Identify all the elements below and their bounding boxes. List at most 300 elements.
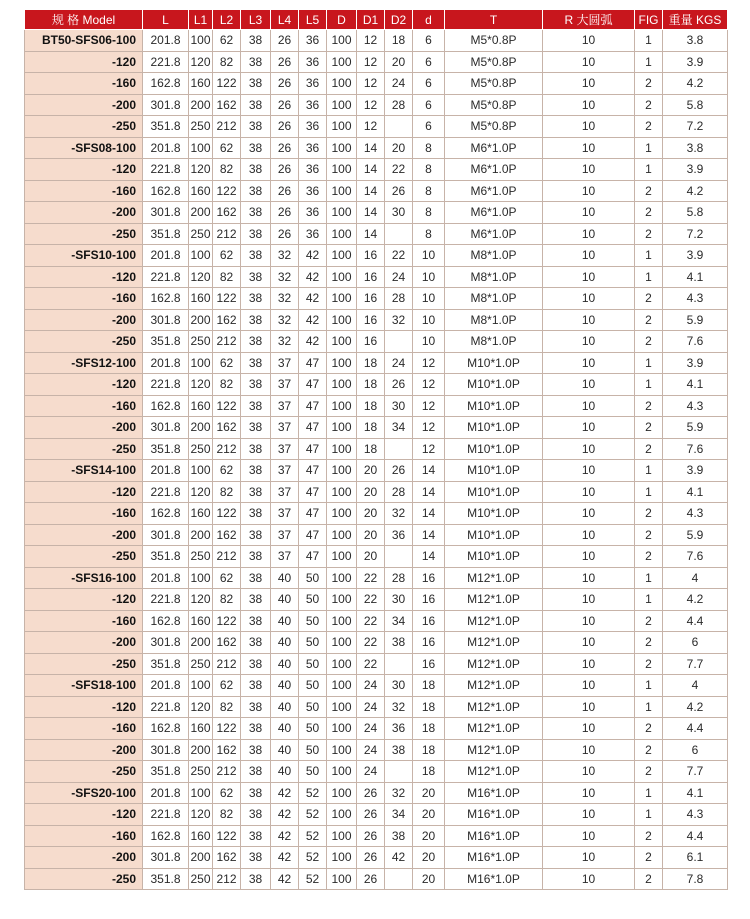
l3-cell: 38 (241, 868, 271, 890)
table-body (25, 30, 728, 890)
small-d-cell: 10 (413, 309, 445, 331)
l2-cell: 212 (213, 331, 241, 353)
l5-cell: 36 (299, 116, 327, 138)
d-cell: 100 (327, 675, 357, 697)
radius-cell: 10 (543, 632, 635, 654)
l2-cell: 62 (213, 460, 241, 482)
l4-cell: 40 (271, 567, 299, 589)
l1-cell: 200 (189, 739, 213, 761)
small-d-cell: 12 (413, 395, 445, 417)
l1-cell: 120 (189, 51, 213, 73)
l2-cell: 62 (213, 675, 241, 697)
d2-cell: 20 (385, 51, 413, 73)
table-row (25, 309, 728, 331)
table-row (25, 116, 728, 138)
weight-cell: 4.1 (663, 481, 728, 503)
d2-cell: 24 (385, 352, 413, 374)
l1-cell: 100 (189, 30, 213, 52)
table-row (25, 610, 728, 632)
l2-cell: 62 (213, 30, 241, 52)
table-row (25, 825, 728, 847)
l3-cell: 38 (241, 331, 271, 353)
l4-cell: 26 (271, 73, 299, 95)
header-d: D (327, 10, 357, 30)
table-row (25, 653, 728, 675)
l-cell: 301.8 (143, 417, 189, 439)
d2-cell: 38 (385, 632, 413, 654)
l-cell: 221.8 (143, 266, 189, 288)
thread-cell: M12*1.0P (445, 761, 543, 783)
d1-cell: 16 (357, 266, 385, 288)
l5-cell: 52 (299, 804, 327, 826)
table-row (25, 395, 728, 417)
l1-cell: 160 (189, 395, 213, 417)
d1-cell: 22 (357, 653, 385, 675)
header-thread: T (445, 10, 543, 30)
l-cell: 201.8 (143, 460, 189, 482)
fig-cell: 1 (635, 30, 663, 52)
d2-cell: 28 (385, 567, 413, 589)
fig-cell: 2 (635, 761, 663, 783)
header-row (25, 10, 728, 30)
l5-cell: 50 (299, 761, 327, 783)
weight-cell: 4.2 (663, 696, 728, 718)
l3-cell: 38 (241, 589, 271, 611)
l3-cell: 38 (241, 94, 271, 116)
thread-cell: M10*1.0P (445, 546, 543, 568)
weight-cell: 4.3 (663, 503, 728, 525)
weight-cell: 7.7 (663, 761, 728, 783)
d-cell: 100 (327, 245, 357, 267)
thread-cell: M6*1.0P (445, 159, 543, 181)
d-cell: 100 (327, 180, 357, 202)
l3-cell: 38 (241, 51, 271, 73)
model-cell: -200 (25, 309, 143, 331)
model-cell: -120 (25, 159, 143, 181)
l3-cell: 38 (241, 696, 271, 718)
radius-cell: 10 (543, 610, 635, 632)
l4-cell: 40 (271, 739, 299, 761)
fig-cell: 1 (635, 266, 663, 288)
radius-cell: 10 (543, 266, 635, 288)
l-cell: 201.8 (143, 137, 189, 159)
table-row (25, 159, 728, 181)
model-cell: -120 (25, 589, 143, 611)
d2-cell: 42 (385, 847, 413, 869)
weight-cell: 4.2 (663, 180, 728, 202)
model-cell: -200 (25, 417, 143, 439)
fig-cell: 2 (635, 610, 663, 632)
table-row (25, 331, 728, 353)
l-cell: 162.8 (143, 180, 189, 202)
d1-cell: 22 (357, 567, 385, 589)
thread-cell: M6*1.0P (445, 202, 543, 224)
l5-cell: 50 (299, 718, 327, 740)
table-row (25, 266, 728, 288)
table-row (25, 288, 728, 310)
l-cell: 301.8 (143, 202, 189, 224)
d-cell: 100 (327, 718, 357, 740)
thread-cell: M6*1.0P (445, 223, 543, 245)
l2-cell: 212 (213, 761, 241, 783)
d-cell: 100 (327, 653, 357, 675)
small-d-cell: 18 (413, 739, 445, 761)
l1-cell: 200 (189, 309, 213, 331)
radius-cell: 10 (543, 73, 635, 95)
d-cell: 100 (327, 460, 357, 482)
small-d-cell: 18 (413, 675, 445, 697)
fig-cell: 2 (635, 632, 663, 654)
l5-cell: 50 (299, 610, 327, 632)
fig-cell: 1 (635, 245, 663, 267)
l1-cell: 120 (189, 804, 213, 826)
l4-cell: 26 (271, 202, 299, 224)
radius-cell: 10 (543, 847, 635, 869)
l-cell: 162.8 (143, 395, 189, 417)
l2-cell: 162 (213, 847, 241, 869)
d1-cell: 20 (357, 503, 385, 525)
d2-cell: 38 (385, 739, 413, 761)
small-d-cell: 10 (413, 331, 445, 353)
weight-cell: 3.9 (663, 51, 728, 73)
radius-cell: 10 (543, 696, 635, 718)
d-cell: 100 (327, 761, 357, 783)
d-cell: 100 (327, 30, 357, 52)
l1-cell: 100 (189, 352, 213, 374)
small-d-cell: 18 (413, 696, 445, 718)
d2-cell: 30 (385, 675, 413, 697)
fig-cell: 2 (635, 395, 663, 417)
d-cell: 100 (327, 73, 357, 95)
weight-cell: 7.8 (663, 868, 728, 890)
l-cell: 221.8 (143, 696, 189, 718)
l5-cell: 52 (299, 847, 327, 869)
l1-cell: 200 (189, 847, 213, 869)
l-cell: 221.8 (143, 159, 189, 181)
d1-cell: 16 (357, 245, 385, 267)
model-cell: -200 (25, 94, 143, 116)
thread-cell: M10*1.0P (445, 352, 543, 374)
l3-cell: 38 (241, 567, 271, 589)
l2-cell: 162 (213, 739, 241, 761)
small-d-cell: 16 (413, 653, 445, 675)
thread-cell: M10*1.0P (445, 503, 543, 525)
l2-cell: 62 (213, 567, 241, 589)
weight-cell: 4 (663, 675, 728, 697)
l3-cell: 38 (241, 309, 271, 331)
l1-cell: 160 (189, 288, 213, 310)
d2-cell: 24 (385, 73, 413, 95)
weight-cell: 6.1 (663, 847, 728, 869)
radius-cell: 10 (543, 718, 635, 740)
l5-cell: 36 (299, 223, 327, 245)
d2-cell (385, 868, 413, 890)
header-radius: R 大圆弧 (543, 10, 635, 30)
l4-cell: 37 (271, 460, 299, 482)
l3-cell: 38 (241, 804, 271, 826)
l3-cell: 38 (241, 524, 271, 546)
fig-cell: 2 (635, 417, 663, 439)
d-cell: 100 (327, 546, 357, 568)
radius-cell: 10 (543, 524, 635, 546)
radius-cell: 10 (543, 653, 635, 675)
d2-cell: 20 (385, 137, 413, 159)
l5-cell: 47 (299, 438, 327, 460)
table-row (25, 632, 728, 654)
l5-cell: 52 (299, 825, 327, 847)
l-cell: 221.8 (143, 804, 189, 826)
l3-cell: 38 (241, 675, 271, 697)
l1-cell: 100 (189, 567, 213, 589)
l1-cell: 160 (189, 610, 213, 632)
l2-cell: 212 (213, 223, 241, 245)
l4-cell: 37 (271, 417, 299, 439)
l2-cell: 122 (213, 503, 241, 525)
l1-cell: 100 (189, 460, 213, 482)
radius-cell: 10 (543, 481, 635, 503)
radius-cell: 10 (543, 739, 635, 761)
l4-cell: 32 (271, 245, 299, 267)
thread-cell: M16*1.0P (445, 847, 543, 869)
small-d-cell: 14 (413, 524, 445, 546)
l4-cell: 37 (271, 524, 299, 546)
weight-cell: 3.9 (663, 245, 728, 267)
l3-cell: 38 (241, 503, 271, 525)
l4-cell: 37 (271, 395, 299, 417)
l3-cell: 38 (241, 653, 271, 675)
model-cell: -250 (25, 868, 143, 890)
header-l2: L2 (213, 10, 241, 30)
fig-cell: 1 (635, 804, 663, 826)
l4-cell: 40 (271, 610, 299, 632)
model-cell: -SFS18-100 (25, 675, 143, 697)
l-cell: 201.8 (143, 567, 189, 589)
header-d1: D1 (357, 10, 385, 30)
small-d-cell: 16 (413, 632, 445, 654)
l-cell: 221.8 (143, 481, 189, 503)
l3-cell: 38 (241, 352, 271, 374)
model-cell: -250 (25, 223, 143, 245)
l-cell: 201.8 (143, 675, 189, 697)
radius-cell: 10 (543, 825, 635, 847)
radius-cell: 10 (543, 675, 635, 697)
l5-cell: 42 (299, 245, 327, 267)
model-cell: -120 (25, 481, 143, 503)
fig-cell: 1 (635, 460, 663, 482)
l1-cell: 200 (189, 202, 213, 224)
l-cell: 301.8 (143, 94, 189, 116)
d1-cell: 14 (357, 180, 385, 202)
thread-cell: M16*1.0P (445, 804, 543, 826)
l5-cell: 47 (299, 352, 327, 374)
model-cell: BT50-SFS06-100 (25, 30, 143, 52)
l4-cell: 37 (271, 503, 299, 525)
model-cell: -200 (25, 632, 143, 654)
small-d-cell: 20 (413, 782, 445, 804)
l2-cell: 212 (213, 868, 241, 890)
weight-cell: 7.6 (663, 331, 728, 353)
model-cell: -250 (25, 546, 143, 568)
l5-cell: 36 (299, 73, 327, 95)
fig-cell: 2 (635, 202, 663, 224)
l3-cell: 38 (241, 395, 271, 417)
d2-cell: 18 (385, 30, 413, 52)
table-row (25, 675, 728, 697)
d-cell: 100 (327, 51, 357, 73)
l-cell: 162.8 (143, 825, 189, 847)
fig-cell: 1 (635, 782, 663, 804)
header-weight: 重量 KGS (663, 10, 728, 30)
l3-cell: 38 (241, 159, 271, 181)
l5-cell: 42 (299, 309, 327, 331)
d2-cell: 30 (385, 395, 413, 417)
l-cell: 351.8 (143, 546, 189, 568)
weight-cell: 3.9 (663, 460, 728, 482)
l2-cell: 82 (213, 266, 241, 288)
l3-cell: 38 (241, 137, 271, 159)
weight-cell: 3.9 (663, 352, 728, 374)
table-row (25, 524, 728, 546)
l4-cell: 26 (271, 223, 299, 245)
l2-cell: 162 (213, 309, 241, 331)
d1-cell: 26 (357, 868, 385, 890)
d-cell: 100 (327, 94, 357, 116)
header-l4: L4 (271, 10, 299, 30)
d-cell: 100 (327, 374, 357, 396)
l1-cell: 160 (189, 73, 213, 95)
l5-cell: 47 (299, 524, 327, 546)
table-row (25, 94, 728, 116)
table-row (25, 374, 728, 396)
header-small-d: d (413, 10, 445, 30)
radius-cell: 10 (543, 374, 635, 396)
weight-cell: 4.1 (663, 374, 728, 396)
d-cell: 100 (327, 610, 357, 632)
small-d-cell: 16 (413, 610, 445, 632)
radius-cell: 10 (543, 137, 635, 159)
l-cell: 162.8 (143, 288, 189, 310)
d1-cell: 24 (357, 675, 385, 697)
d-cell: 100 (327, 847, 357, 869)
l-cell: 301.8 (143, 632, 189, 654)
l4-cell: 32 (271, 331, 299, 353)
d-cell: 100 (327, 481, 357, 503)
l3-cell: 38 (241, 610, 271, 632)
small-d-cell: 8 (413, 223, 445, 245)
l4-cell: 42 (271, 804, 299, 826)
small-d-cell: 8 (413, 180, 445, 202)
small-d-cell: 20 (413, 868, 445, 890)
thread-cell: M5*0.8P (445, 51, 543, 73)
d2-cell: 32 (385, 503, 413, 525)
thread-cell: M8*1.0P (445, 288, 543, 310)
d1-cell: 20 (357, 460, 385, 482)
radius-cell: 10 (543, 223, 635, 245)
l5-cell: 42 (299, 288, 327, 310)
small-d-cell: 14 (413, 481, 445, 503)
small-d-cell: 16 (413, 589, 445, 611)
l3-cell: 38 (241, 460, 271, 482)
l1-cell: 160 (189, 825, 213, 847)
d-cell: 100 (327, 352, 357, 374)
l5-cell: 47 (299, 417, 327, 439)
d1-cell: 18 (357, 438, 385, 460)
d2-cell: 26 (385, 180, 413, 202)
weight-cell: 4.2 (663, 589, 728, 611)
d1-cell: 22 (357, 589, 385, 611)
d-cell: 100 (327, 868, 357, 890)
d1-cell: 14 (357, 159, 385, 181)
model-cell: -200 (25, 202, 143, 224)
l1-cell: 200 (189, 632, 213, 654)
fig-cell: 1 (635, 589, 663, 611)
table-row (25, 546, 728, 568)
l2-cell: 122 (213, 180, 241, 202)
l-cell: 301.8 (143, 524, 189, 546)
thread-cell: M10*1.0P (445, 524, 543, 546)
l1-cell: 250 (189, 438, 213, 460)
thread-cell: M12*1.0P (445, 610, 543, 632)
l2-cell: 82 (213, 589, 241, 611)
l5-cell: 36 (299, 94, 327, 116)
d1-cell: 12 (357, 30, 385, 52)
fig-cell: 2 (635, 868, 663, 890)
d1-cell: 16 (357, 331, 385, 353)
radius-cell: 10 (543, 94, 635, 116)
d1-cell: 18 (357, 417, 385, 439)
d1-cell: 12 (357, 73, 385, 95)
d-cell: 100 (327, 589, 357, 611)
thread-cell: M5*0.8P (445, 73, 543, 95)
l-cell: 221.8 (143, 374, 189, 396)
model-cell: -160 (25, 288, 143, 310)
l2-cell: 162 (213, 94, 241, 116)
l-cell: 301.8 (143, 739, 189, 761)
l-cell: 201.8 (143, 245, 189, 267)
l1-cell: 160 (189, 503, 213, 525)
table-row (25, 718, 728, 740)
fig-cell: 1 (635, 567, 663, 589)
d-cell: 100 (327, 804, 357, 826)
l3-cell: 38 (241, 632, 271, 654)
weight-cell: 4 (663, 567, 728, 589)
header-l3: L3 (241, 10, 271, 30)
l2-cell: 122 (213, 395, 241, 417)
d1-cell: 22 (357, 632, 385, 654)
small-d-cell: 14 (413, 503, 445, 525)
l4-cell: 40 (271, 632, 299, 654)
model-cell: -200 (25, 524, 143, 546)
radius-cell: 10 (543, 245, 635, 267)
d-cell: 100 (327, 417, 357, 439)
table-header (25, 10, 728, 30)
small-d-cell: 18 (413, 718, 445, 740)
table-row (25, 567, 728, 589)
l4-cell: 40 (271, 696, 299, 718)
d2-cell: 34 (385, 417, 413, 439)
small-d-cell: 6 (413, 116, 445, 138)
radius-cell: 10 (543, 51, 635, 73)
table-row (25, 73, 728, 95)
l2-cell: 62 (213, 352, 241, 374)
radius-cell: 10 (543, 352, 635, 374)
d2-cell: 32 (385, 309, 413, 331)
d-cell: 100 (327, 782, 357, 804)
d-cell: 100 (327, 116, 357, 138)
table-row (25, 137, 728, 159)
l2-cell: 122 (213, 825, 241, 847)
d1-cell: 16 (357, 309, 385, 331)
